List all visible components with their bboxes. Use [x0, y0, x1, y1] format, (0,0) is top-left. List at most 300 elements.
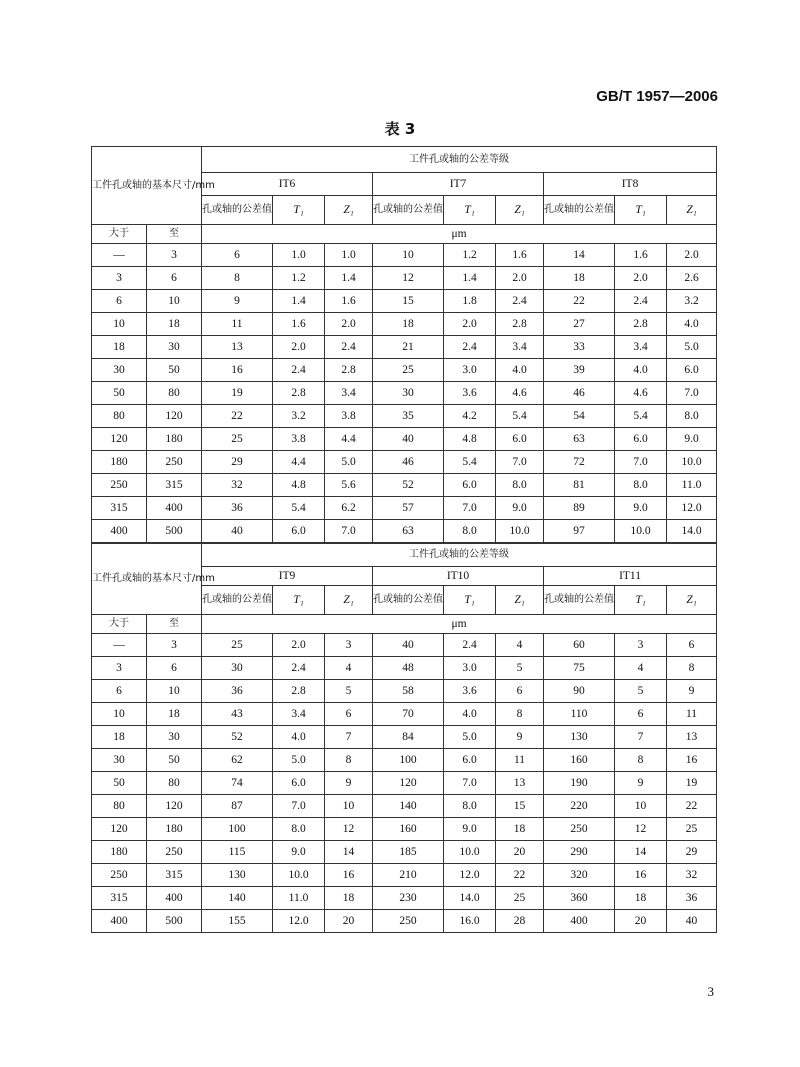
table-cell: 5 — [325, 680, 373, 703]
table-cell: 9.0 — [615, 497, 667, 520]
table-cell: 8.0 — [273, 818, 325, 841]
table-row — [92, 520, 717, 544]
table-cell: 8.0 — [444, 795, 496, 818]
table-cell: 81 — [544, 474, 615, 497]
table-cell: 18 — [147, 703, 202, 726]
table-row — [92, 359, 717, 382]
table-cell: 315 — [147, 474, 202, 497]
table-cell: 5 — [496, 657, 544, 680]
table-cell: 1.2 — [273, 267, 325, 290]
table-row — [92, 405, 717, 428]
table-row — [92, 910, 717, 933]
table-cell: 3.4 — [496, 336, 544, 359]
table-cell: 52 — [373, 474, 444, 497]
table-cell: 20 — [615, 910, 667, 933]
table-cell: 12 — [325, 818, 373, 841]
table-cell: 6.0 — [273, 520, 325, 544]
table-cell: 3.4 — [615, 336, 667, 359]
z1-header: Z₁ — [496, 196, 544, 225]
table-cell: 10 — [92, 703, 147, 726]
table-cell: 120 — [92, 818, 147, 841]
table-cell: 250 — [373, 910, 444, 933]
table-cell: 28 — [496, 910, 544, 933]
table-cell: 10 — [92, 313, 147, 336]
tolerance-value-header: 孔或轴的公差值 — [544, 196, 615, 225]
grade-label: IT11 — [544, 567, 717, 586]
table-cell: 8.0 — [615, 474, 667, 497]
table-cell: 9 — [325, 772, 373, 795]
table-cell: 7.0 — [325, 520, 373, 544]
table-cell: 6 — [325, 703, 373, 726]
table-cell: 80 — [92, 795, 147, 818]
table-cell: 4.6 — [615, 382, 667, 405]
table-cell: 3 — [615, 634, 667, 657]
table-cell: 12 — [373, 267, 444, 290]
table-cell: 220 — [544, 795, 615, 818]
table-cell: 13 — [496, 772, 544, 795]
table-cell: 3 — [325, 634, 373, 657]
table-cell: 30 — [92, 359, 147, 382]
table-cell: 50 — [92, 382, 147, 405]
table-cell: 5.0 — [667, 336, 717, 359]
table-cell: 6 — [202, 244, 273, 267]
table-cell: 155 — [202, 910, 273, 933]
tolerance-value-header: 孔或轴的公差值 — [373, 586, 444, 615]
table-cell: 7.0 — [273, 795, 325, 818]
table-cell: 30 — [202, 657, 273, 680]
table-cell: 3.8 — [273, 428, 325, 451]
table-cell: 2.4 — [273, 657, 325, 680]
table-cell: 4 — [615, 657, 667, 680]
table-cell: 250 — [92, 474, 147, 497]
table-row — [92, 244, 717, 267]
table-cell: 8.0 — [496, 474, 544, 497]
table-cell: 130 — [544, 726, 615, 749]
table-cell: 4.2 — [444, 405, 496, 428]
table-cell: 100 — [202, 818, 273, 841]
table-cell: 18 — [544, 267, 615, 290]
table-cell: 36 — [202, 680, 273, 703]
unit-label: μm — [202, 615, 717, 634]
table-cell: 2.0 — [273, 336, 325, 359]
grade-label: IT7 — [373, 173, 544, 196]
table-cell: 7 — [615, 726, 667, 749]
table-cell: 32 — [667, 864, 717, 887]
table-cell: 16 — [202, 359, 273, 382]
table-row — [92, 703, 717, 726]
table-cell: 35 — [373, 405, 444, 428]
table-cell: 16.0 — [444, 910, 496, 933]
table-cell: 6 — [496, 680, 544, 703]
table-cell: 1.4 — [325, 267, 373, 290]
tolerance-value-header: 孔或轴的公差值 — [202, 196, 273, 225]
grade-label: IT9 — [202, 567, 373, 586]
table-cell: 12.0 — [444, 864, 496, 887]
table-cell: 30 — [373, 382, 444, 405]
table-cell: 18 — [615, 887, 667, 910]
table-cell: 2.4 — [325, 336, 373, 359]
table-cell: 18 — [373, 313, 444, 336]
table-cell: 2.4 — [496, 290, 544, 313]
table-cell: 21 — [373, 336, 444, 359]
table-cell: 2.0 — [273, 634, 325, 657]
table-cell: 57 — [373, 497, 444, 520]
table-cell: 2.0 — [325, 313, 373, 336]
table-cell: 2.0 — [615, 267, 667, 290]
table-cell: 2.6 — [667, 267, 717, 290]
table-row — [92, 795, 717, 818]
table-cell: 11 — [202, 313, 273, 336]
table-cell: 46 — [373, 451, 444, 474]
table-cell: 250 — [147, 841, 202, 864]
table-cell: 2.4 — [444, 634, 496, 657]
table-cell: 2.8 — [273, 680, 325, 703]
table-row — [92, 267, 717, 290]
table-cell: 52 — [202, 726, 273, 749]
table-cell: 29 — [202, 451, 273, 474]
table-cell: 80 — [92, 405, 147, 428]
table-cell: 6 — [92, 290, 147, 313]
table-cell: 18 — [147, 313, 202, 336]
table-cell: 3.0 — [444, 359, 496, 382]
table-cell: 5.0 — [273, 749, 325, 772]
table-cell: 9.0 — [496, 497, 544, 520]
z1-header: Z₁ — [325, 196, 373, 225]
section-it6-it8 — [92, 147, 717, 544]
table-cell: 3.6 — [444, 680, 496, 703]
table-cell: 7 — [325, 726, 373, 749]
t1-header: T₁ — [273, 586, 325, 615]
basic-size-header: 工件孔或轴的基本尺寸/mm — [92, 147, 202, 225]
table-cell: 19 — [667, 772, 717, 795]
table-row — [92, 749, 717, 772]
table-cell: 210 — [373, 864, 444, 887]
table-cell: 1.6 — [615, 244, 667, 267]
table-cell: 1.4 — [444, 267, 496, 290]
table-cell: 4 — [325, 657, 373, 680]
table-cell: 5.4 — [615, 405, 667, 428]
table-cell: 2.0 — [496, 267, 544, 290]
table-row — [92, 680, 717, 703]
table-cell: 4.0 — [273, 726, 325, 749]
table-cell: 19 — [202, 382, 273, 405]
table-row — [92, 841, 717, 864]
table-cell: 2.8 — [273, 382, 325, 405]
table-cell: 75 — [544, 657, 615, 680]
table-cell: 400 — [147, 497, 202, 520]
table-cell: 10 — [615, 795, 667, 818]
table-cell: 315 — [92, 887, 147, 910]
table-cell: 5.0 — [325, 451, 373, 474]
basic-size-header: 工件孔或轴的基本尺寸/mm — [92, 543, 202, 615]
table-cell: 3.6 — [444, 382, 496, 405]
table-row — [92, 497, 717, 520]
table-cell: 14.0 — [667, 520, 717, 544]
table-cell: 29 — [667, 841, 717, 864]
tolerance-value-header: 孔或轴的公差值 — [544, 586, 615, 615]
table-cell: 9.0 — [273, 841, 325, 864]
table-cell: — — [92, 634, 147, 657]
table-cell: 22 — [202, 405, 273, 428]
table-cell: 2.0 — [667, 244, 717, 267]
table-cell: 63 — [373, 520, 444, 544]
table-cell: 290 — [544, 841, 615, 864]
table-cell: 12.0 — [273, 910, 325, 933]
table-cell: 400 — [544, 910, 615, 933]
table-cell: 6 — [147, 267, 202, 290]
tolerance-value-header: 孔或轴的公差值 — [202, 586, 273, 615]
table-cell: 9 — [496, 726, 544, 749]
table-cell: 14 — [544, 244, 615, 267]
table-cell: 11.0 — [273, 887, 325, 910]
z1-header: Z₁ — [667, 196, 717, 225]
table-cell: 15 — [373, 290, 444, 313]
table-cell: 40 — [373, 634, 444, 657]
table-cell: 32 — [202, 474, 273, 497]
table-cell: 12.0 — [667, 497, 717, 520]
table-cell: 7.0 — [615, 451, 667, 474]
table-cell: 10.0 — [496, 520, 544, 544]
table-cell: 22 — [544, 290, 615, 313]
table-cell: 3.4 — [273, 703, 325, 726]
table-row — [92, 451, 717, 474]
table-cell: 3 — [92, 657, 147, 680]
grade-label: IT8 — [544, 173, 717, 196]
table-row — [92, 657, 717, 680]
table-cell: 43 — [202, 703, 273, 726]
table-cell: 180 — [147, 818, 202, 841]
t1-header: T₁ — [444, 586, 496, 615]
table-cell: 4.0 — [444, 703, 496, 726]
table-cell: 40 — [373, 428, 444, 451]
table-cell: 3.2 — [667, 290, 717, 313]
table-cell: 10 — [325, 795, 373, 818]
table-row — [92, 818, 717, 841]
over-header: 大于 — [92, 615, 147, 634]
z1-header: Z₁ — [325, 586, 373, 615]
table-cell: 1.0 — [325, 244, 373, 267]
table-cell: 58 — [373, 680, 444, 703]
table-cell: 10.0 — [444, 841, 496, 864]
table-cell: 12 — [615, 818, 667, 841]
table-cell: 50 — [92, 772, 147, 795]
table-cell: 10.0 — [615, 520, 667, 544]
table-cell: 140 — [373, 795, 444, 818]
page-number: 3 — [707, 984, 714, 999]
t1-header: T₁ — [273, 196, 325, 225]
table-cell: 36 — [667, 887, 717, 910]
table-cell: 8 — [202, 267, 273, 290]
table-cell: 4.8 — [273, 474, 325, 497]
table-cell: 230 — [373, 887, 444, 910]
table-cell: 40 — [202, 520, 273, 544]
table-cell: 11 — [667, 703, 717, 726]
table-cell: 1.4 — [273, 290, 325, 313]
table-cell: 30 — [92, 749, 147, 772]
table-cell: 500 — [147, 520, 202, 544]
table-cell: 2.8 — [325, 359, 373, 382]
table-cell: 6.0 — [444, 474, 496, 497]
table-cell: 80 — [147, 772, 202, 795]
tolerance-table — [91, 146, 717, 933]
table-cell: 6 — [615, 703, 667, 726]
table-cell: 20 — [496, 841, 544, 864]
table-cell: 6 — [147, 657, 202, 680]
table-cell: 7.0 — [496, 451, 544, 474]
table-cell: 1.2 — [444, 244, 496, 267]
table-cell: 33 — [544, 336, 615, 359]
table-cell: 6.0 — [496, 428, 544, 451]
table-cell: 9.0 — [667, 428, 717, 451]
table-cell: 400 — [147, 887, 202, 910]
grade-label: IT6 — [202, 173, 373, 196]
table-row — [92, 290, 717, 313]
table-cell: 3.0 — [444, 657, 496, 680]
table-cell: 18 — [496, 818, 544, 841]
table-cell: 4.0 — [615, 359, 667, 382]
table-cell: 160 — [373, 818, 444, 841]
table-cell: 4.4 — [325, 428, 373, 451]
over-header: 大于 — [92, 225, 147, 244]
table-row — [92, 474, 717, 497]
table-cell: 11.0 — [667, 474, 717, 497]
table-cell: 2.0 — [444, 313, 496, 336]
table-cell: 6.2 — [325, 497, 373, 520]
table-cell: 9.0 — [444, 818, 496, 841]
table-cell: 84 — [373, 726, 444, 749]
table-cell: 110 — [544, 703, 615, 726]
table-row — [92, 336, 717, 359]
table-cell: 5.0 — [444, 726, 496, 749]
table-cell: 180 — [92, 841, 147, 864]
table-cell: 40 — [667, 910, 717, 933]
table-cell: 140 — [202, 887, 273, 910]
section-it9-it11 — [92, 543, 717, 933]
table-cell: 5.4 — [496, 405, 544, 428]
table-cell: 120 — [373, 772, 444, 795]
table-row — [92, 864, 717, 887]
table-cell: 5 — [615, 680, 667, 703]
table-cell: 50 — [147, 359, 202, 382]
t1-header: T₁ — [615, 196, 667, 225]
table-cell: 30 — [147, 336, 202, 359]
table-cell: 50 — [147, 749, 202, 772]
table-cell: 500 — [147, 910, 202, 933]
table-cell: 320 — [544, 864, 615, 887]
table-cell: — — [92, 244, 147, 267]
table-cell: 10 — [373, 244, 444, 267]
table-cell: 120 — [92, 428, 147, 451]
table-cell: 7.0 — [444, 772, 496, 795]
table-cell: 11 — [496, 749, 544, 772]
table-cell: 1.6 — [325, 290, 373, 313]
table-cell: 97 — [544, 520, 615, 544]
table-cell: 180 — [147, 428, 202, 451]
table-cell: 3 — [147, 634, 202, 657]
table-cell: 30 — [147, 726, 202, 749]
unit-label: μm — [202, 225, 717, 244]
table-cell: 250 — [92, 864, 147, 887]
table-cell: 3 — [147, 244, 202, 267]
table-row — [92, 634, 717, 657]
table-cell: 4.0 — [496, 359, 544, 382]
table-cell: 2.4 — [615, 290, 667, 313]
table-cell: 16 — [615, 864, 667, 887]
table-cell: 70 — [373, 703, 444, 726]
table-cell: 4.4 — [273, 451, 325, 474]
table-cell: 190 — [544, 772, 615, 795]
table-row — [92, 772, 717, 795]
table-cell: 8 — [615, 749, 667, 772]
table-cell: 2.8 — [496, 313, 544, 336]
table-cell: 6.0 — [273, 772, 325, 795]
tolerance-value-header: 孔或轴的公差值 — [373, 196, 444, 225]
table-cell: 4.8 — [444, 428, 496, 451]
table-cell: 25 — [202, 428, 273, 451]
table-cell: 13 — [202, 336, 273, 359]
table-cell: 5.4 — [444, 451, 496, 474]
table-row — [92, 313, 717, 336]
table-cell: 400 — [92, 520, 147, 544]
table-cell: 2.4 — [273, 359, 325, 382]
table-cell: 250 — [544, 818, 615, 841]
table-cell: 18 — [92, 336, 147, 359]
table-cell: 27 — [544, 313, 615, 336]
table-cell: 20 — [325, 910, 373, 933]
table-title: 表 3 — [384, 120, 416, 138]
table-cell: 6 — [92, 680, 147, 703]
table-cell: 74 — [202, 772, 273, 795]
table-cell: 4.6 — [496, 382, 544, 405]
table-cell: 3.4 — [325, 382, 373, 405]
grade-caption: 工件孔或轴的公差等级 — [202, 543, 717, 567]
table-cell: 8.0 — [444, 520, 496, 544]
table-cell: 250 — [147, 451, 202, 474]
table-cell: 9 — [667, 680, 717, 703]
table-cell: 185 — [373, 841, 444, 864]
table-cell: 25 — [202, 634, 273, 657]
upto-header: 至 — [147, 615, 202, 634]
table-cell: 8.0 — [667, 405, 717, 428]
table-cell: 1.6 — [496, 244, 544, 267]
table-cell: 87 — [202, 795, 273, 818]
table-cell: 9 — [202, 290, 273, 313]
table-cell: 1.6 — [273, 313, 325, 336]
table-cell: 25 — [496, 887, 544, 910]
table-cell: 8 — [496, 703, 544, 726]
z1-header: Z₁ — [667, 586, 717, 615]
table-cell: 7.0 — [667, 382, 717, 405]
table-cell: 120 — [147, 405, 202, 428]
table-cell: 130 — [202, 864, 273, 887]
table-cell: 2.4 — [444, 336, 496, 359]
table-cell: 160 — [544, 749, 615, 772]
table-cell: 7.0 — [444, 497, 496, 520]
z1-header: Z₁ — [496, 586, 544, 615]
table-cell: 10.0 — [273, 864, 325, 887]
table-cell: 22 — [667, 795, 717, 818]
table-cell: 16 — [325, 864, 373, 887]
table-cell: 3 — [92, 267, 147, 290]
table-cell: 8 — [325, 749, 373, 772]
grade-label: IT10 — [373, 567, 544, 586]
table-cell: 18 — [92, 726, 147, 749]
table-cell: 54 — [544, 405, 615, 428]
t1-header: T₁ — [444, 196, 496, 225]
table-cell: 25 — [373, 359, 444, 382]
table-cell: 14 — [325, 841, 373, 864]
table-cell: 25 — [667, 818, 717, 841]
